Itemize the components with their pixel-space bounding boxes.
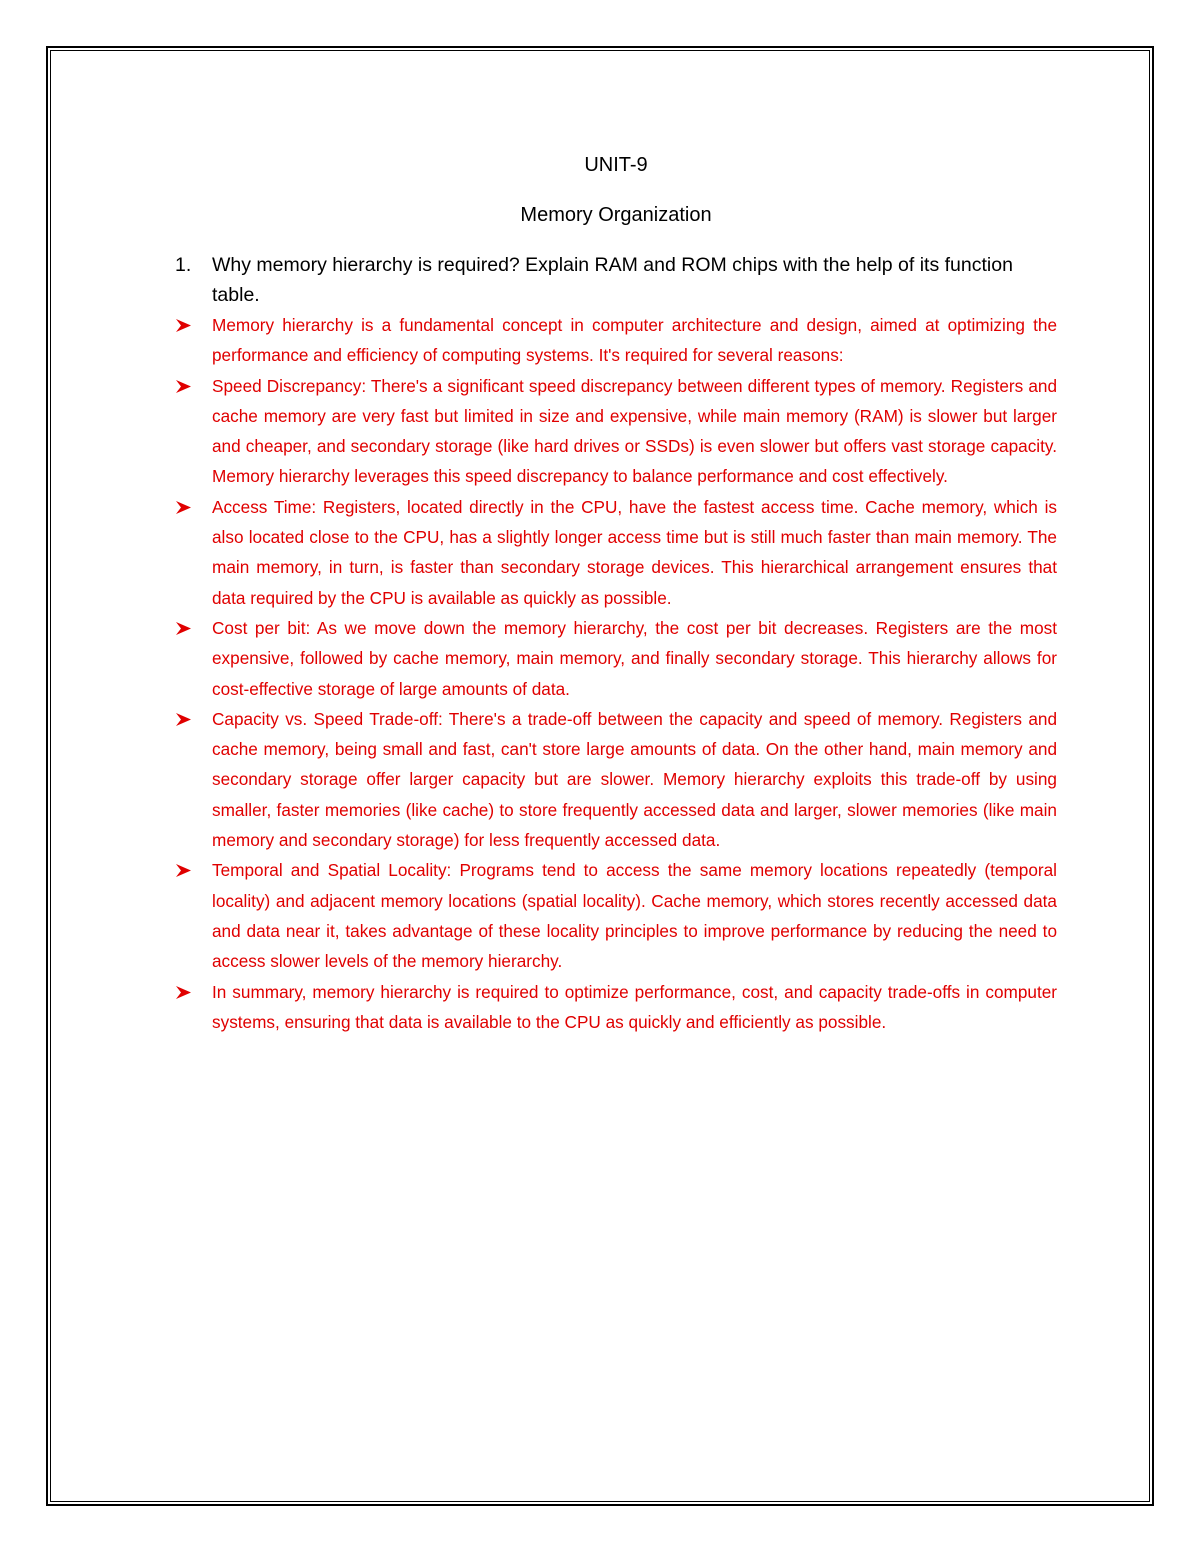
bullet-text: Cost per bit: As we move down the memory hierarchy, the cost per bit decreases. Registers are the most expensive, followed by cache memory, main memory, and finally secondary storage. This hierarchy allows for cost-effective storage of large amounts of data. <box>212 617 1057 699</box>
list-item <box>175 613 1057 704</box>
bullet-text: Speed Discrepancy: There's a significant speed discrepancy between different types of memory. Registers and cache memory are very fast but limited in size and expensive, while main memory (RAM) is slower but larger and cheaper, and secondary storage (like hard drives or SSDs) is even slower but offers vast storage capacity. Memory hierarchy leverages this speed discrepancy to balance performance and cost effectively. <box>212 375 1057 487</box>
question-item <box>175 250 1057 310</box>
list-item <box>175 704 1057 855</box>
list-item <box>175 310 1057 371</box>
arrowhead-bullet-icon <box>175 613 212 704</box>
unit-heading: UNIT-9 <box>584 154 648 176</box>
list-item <box>175 492 1057 613</box>
list-item <box>175 371 1057 492</box>
bullet-text: Temporal and Spatial Locality: Programs tend to access the same memory locations repeatedly (temporal locality) and adjacent memory locations (spatial locality). Cache memory, which stores recently accessed data and data near it, takes advantage of these locality principles to improve performance by reducing the need to access slower levels of the memory hierarchy. <box>212 860 1057 972</box>
arrowhead-bullet-icon <box>175 855 212 976</box>
arrowhead-bullet-icon <box>175 492 212 613</box>
list-item <box>175 977 1057 1038</box>
arrowhead-bullet-icon <box>175 977 212 1038</box>
arrowhead-bullet-icon <box>175 310 212 371</box>
answer-bullet-list <box>175 310 1057 1037</box>
page-title: Memory Organization <box>520 204 712 226</box>
list-item <box>175 855 1057 976</box>
bullet-text: Access Time: Registers, located directly in the CPU, have the fastest access time. Cache memory, which is also located close to the CPU, has a slightly longer access time but is still much faster than main memory. The main memory, in turn, is faster than secondary storage devices. This hierarchical arrangement ensures that data required by the CPU is available as quickly as possible. <box>212 496 1057 608</box>
bullet-text: Capacity vs. Speed Trade-off: There's a trade-off between the capacity and speed of memory. Registers and cache memory, being small and fast, can't store large amounts of data. On the other hand, main memory and secondary storage offer larger capacity but are slower. Memory hierarchy exploits this trade-off by using smaller, faster memories (like cache) to store frequently accessed data and larger, slower memories (like main memory and secondary storage) for less frequently accessed data. <box>212 708 1057 851</box>
page-content <box>175 150 1057 1037</box>
question-number: 1. <box>175 254 192 276</box>
bullet-text: Memory hierarchy is a fundamental concept in computer architecture and design, aimed at optimizing the performance and efficiency of computing systems. It's required for several reasons: <box>212 315 1057 366</box>
question-text: Why memory hierarchy is required? Explain RAM and ROM chips with the help of its function table. <box>212 254 1013 306</box>
arrowhead-bullet-icon <box>175 704 212 855</box>
bullet-text: In summary, memory hierarchy is required to optimize performance, cost, and capacity trade-offs in computer systems, ensuring that data is available to the CPU as quickly and efficiently as possible. <box>212 981 1057 1032</box>
arrowhead-bullet-icon <box>175 371 212 492</box>
